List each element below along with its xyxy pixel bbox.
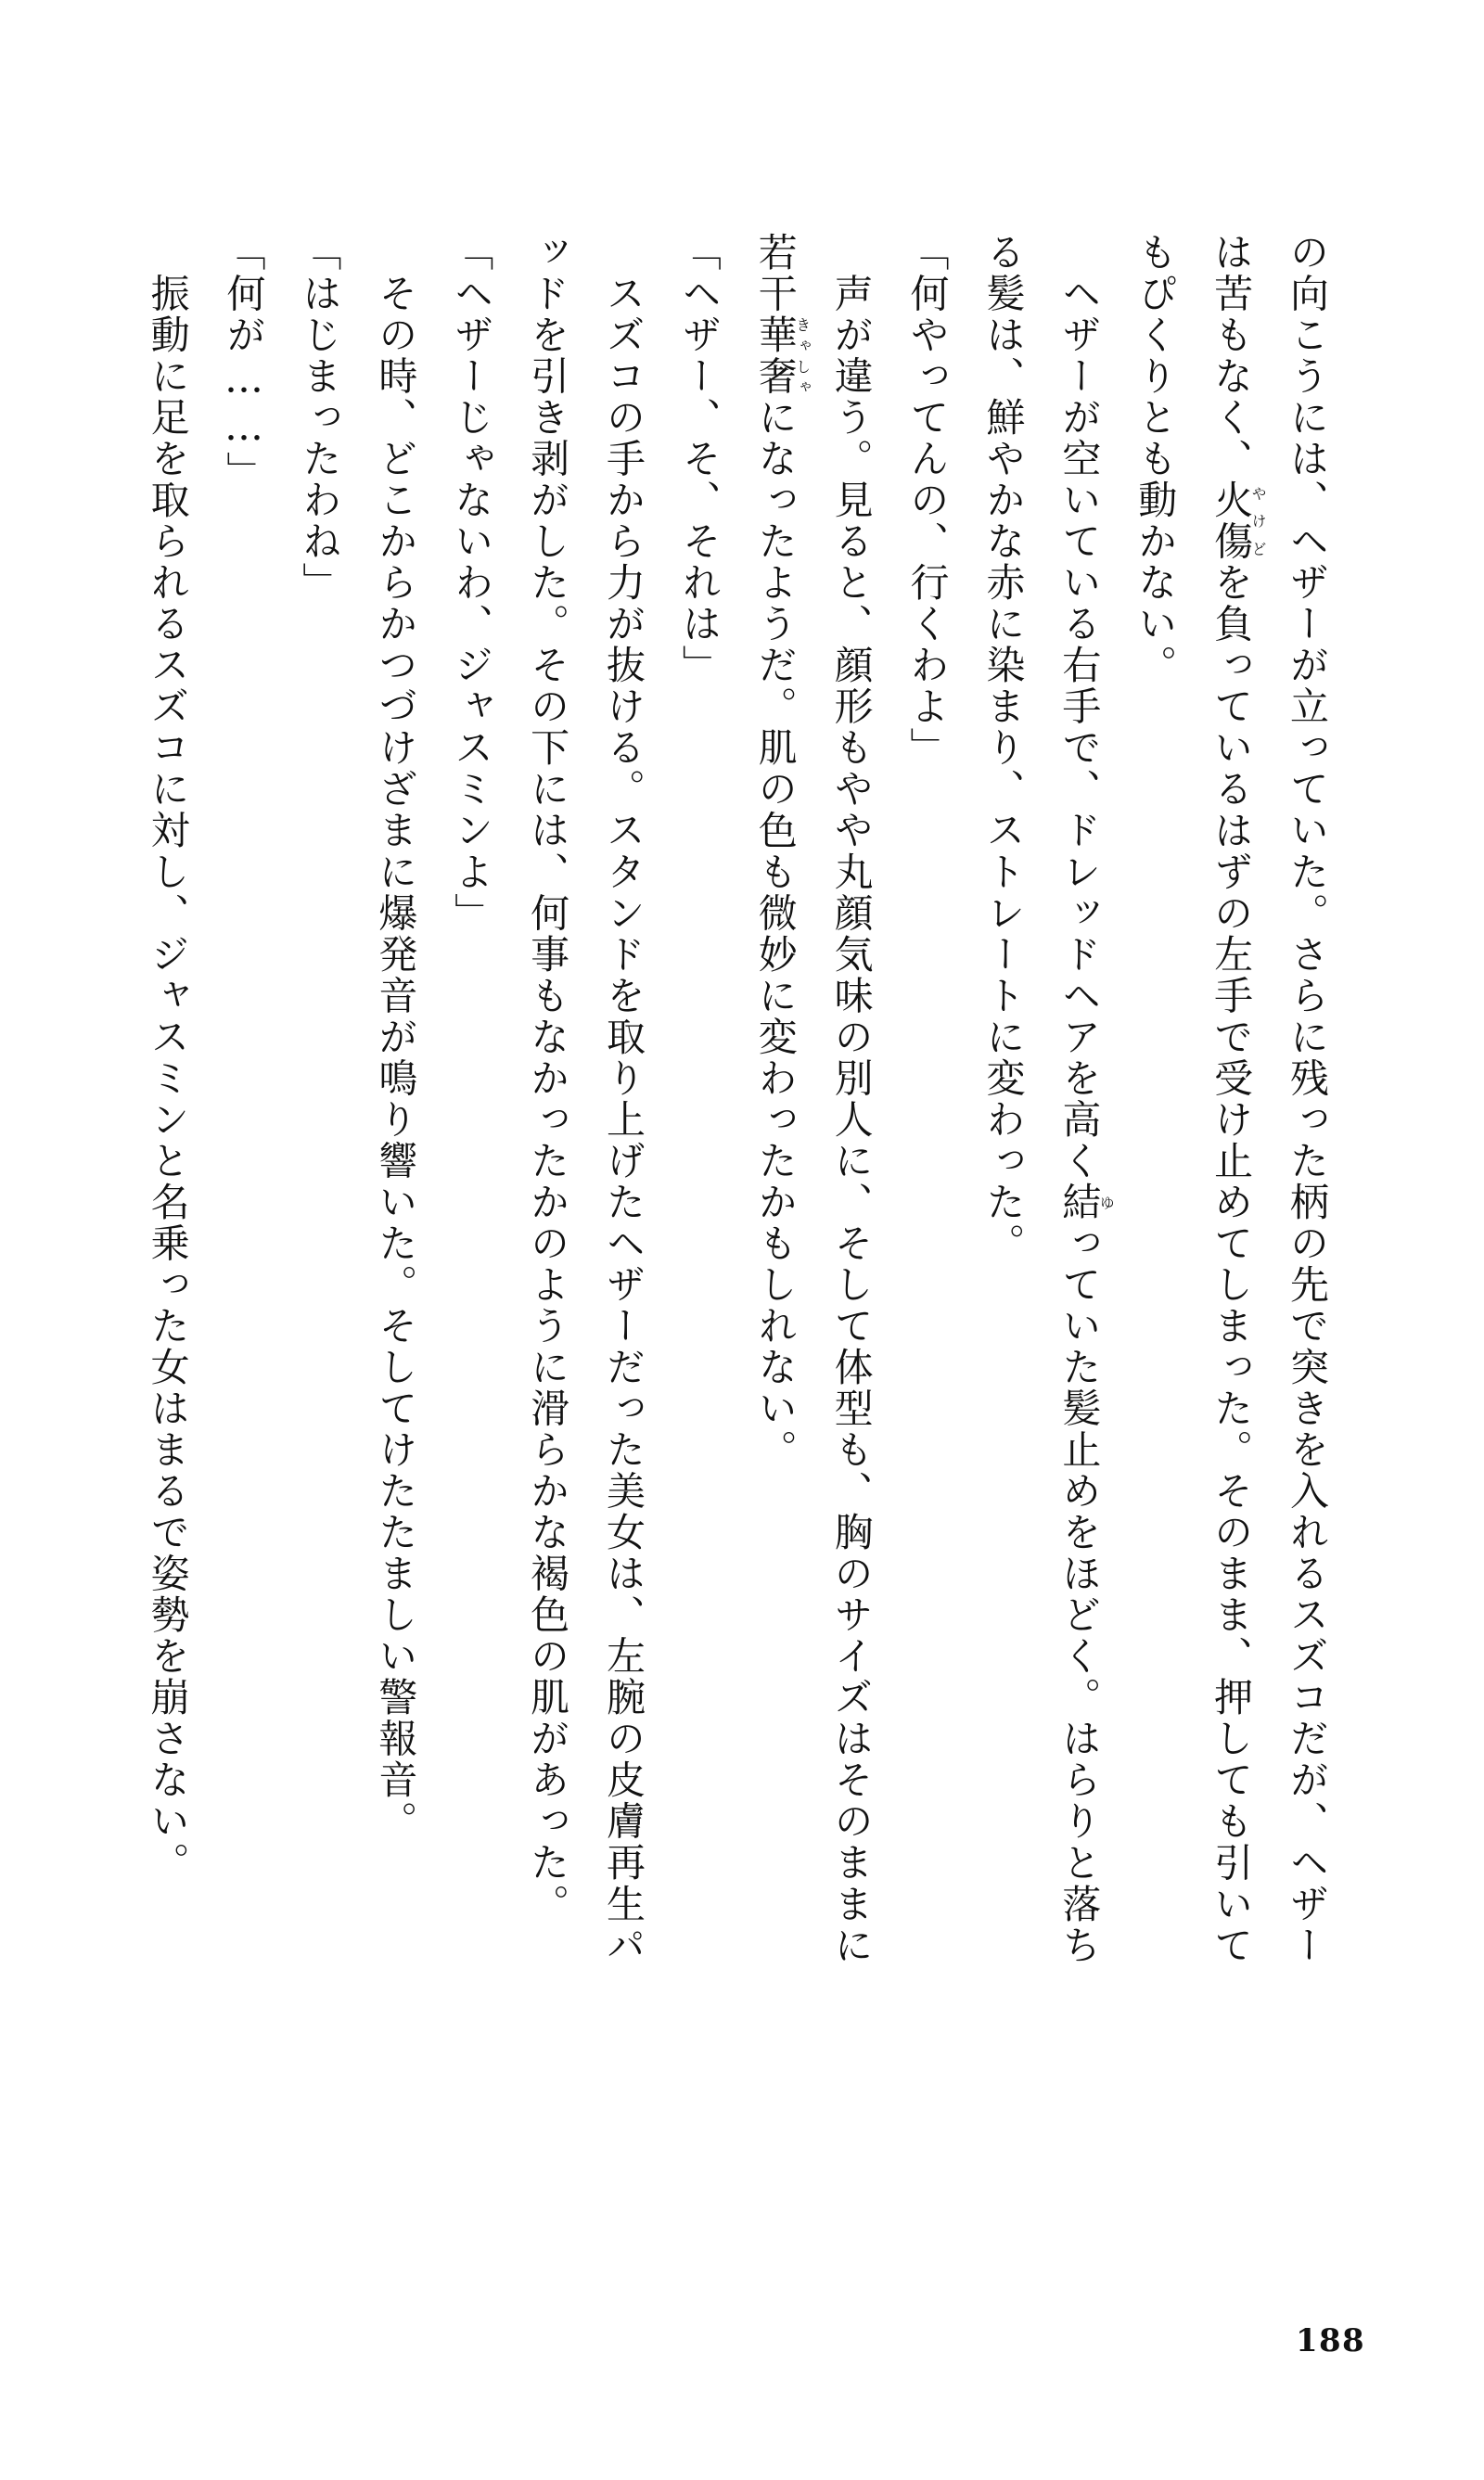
text-line: その時、どこからかつづけざまに爆発音が鳴り響いた。そしてけたたましい警報音。 bbox=[373, 232, 419, 1843]
page-number: 188 bbox=[1295, 2322, 1365, 2359]
ruby-yu: 結ゆ bbox=[1056, 1181, 1116, 1223]
text-line: ヘザーが空いている右手で、ドレッドヘアを高く結ゆっていた髪止めをほどく。はらりと落ち bbox=[1056, 232, 1116, 1966]
text-line: る髪は、鮮やかな赤に染まり、ストレートに変わった。 bbox=[980, 232, 1027, 1264]
text-line: の向こうには、ヘザーが立っていた。さらに残った柄の先で突きを入れるスズコだが、ヘザー bbox=[1285, 232, 1330, 1966]
text-line: 「ヘザーじゃないわ、ジャスミンよ」 bbox=[449, 232, 495, 934]
text-line: ッドを引き剥がした。その下には、何事もなかったかのように滑らかな褐色の肌があった。 bbox=[525, 232, 571, 1925]
vertical-text-body bbox=[130, 232, 1345, 2254]
ruby-kyasha: 華奢きゃしゃ bbox=[752, 314, 812, 398]
text-line: 「何やってんの、行くわよ」 bbox=[904, 232, 951, 769]
text-line: 「何が……」 bbox=[221, 232, 267, 493]
text-line: スズコの手から力が抜ける。スタンドを取り上げたヘザーだった美女は、左腕の皮膚再生パ bbox=[600, 232, 646, 1966]
text-line: 「ヘザー、そ、それは」 bbox=[676, 232, 723, 686]
ruby-yakedo: 火傷やけど bbox=[1209, 479, 1268, 563]
text-line: 振動に足を取られるスズコに対し、ジャスミンと名乗った女はまるで姿勢を崩さない。 bbox=[145, 232, 191, 1884]
text-line: 若干華奢きゃしゃになったようだ。肌の色も微妙に変わったかもしれない。 bbox=[752, 232, 812, 1471]
text-line: 「はじまったわね」 bbox=[297, 232, 343, 604]
text-line: もぴくりとも動かない。 bbox=[1132, 232, 1179, 686]
text-line: は苦もなく、火傷やけどを負っているはずの左手で受け止めてしまった。そのまま、押しても引いて bbox=[1209, 232, 1268, 1966]
text-line: 声が違う。見ると、顔形もやや丸顔気味の別人に、そして体型も、胸のサイズはそのままに bbox=[828, 232, 875, 1966]
